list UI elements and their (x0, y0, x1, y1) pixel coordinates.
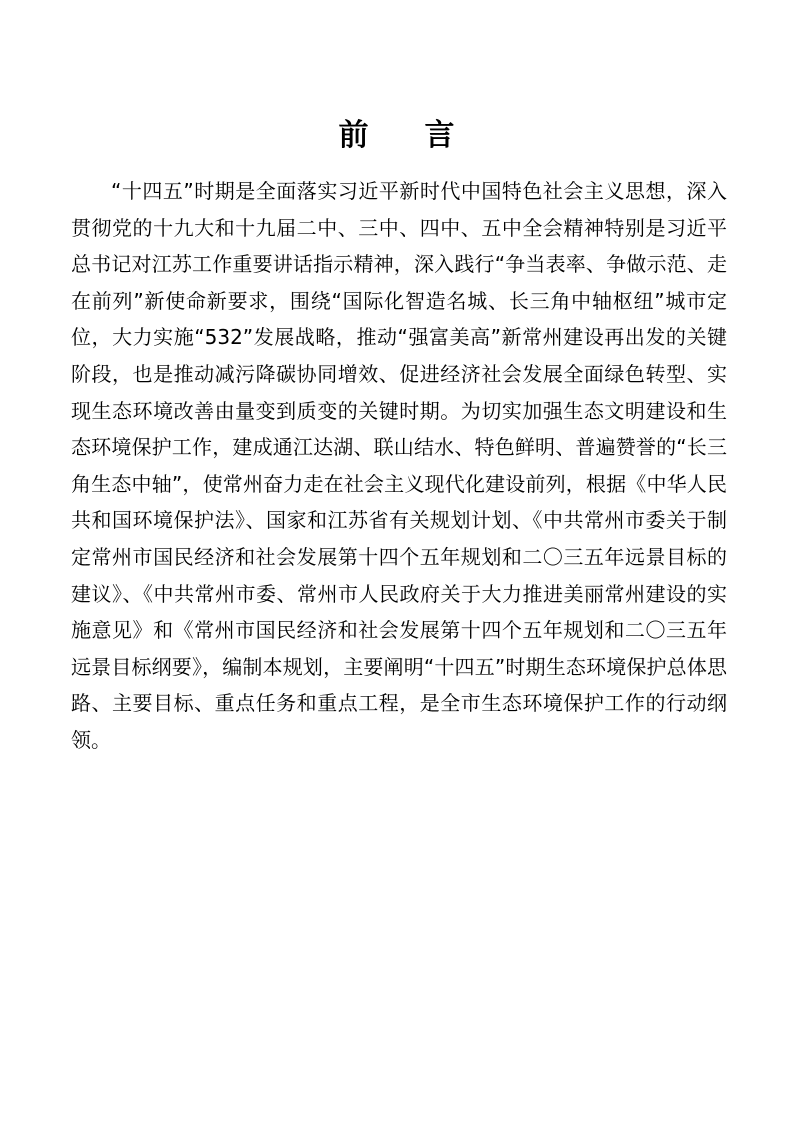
page-title: 前言 (338, 118, 511, 154)
preface-paragraph: “十四五”时期是全面落实习近平新时代中国特色社会主义思想，深入贯彻党的十九大和十九届二中、三中、四中、五中全会精神特别是习近平总书记对江苏工作重要讲话指示精神，深入践行“争当表率、争做示范、走在前列”新使命新要求，围绕“国际化智造名城、长三角中轴枢纽”城市定位，大力实施“532”发展战略，推动“强富美高”新常州建设再出发的关键阶段，也是推动减污降碳协同增效、促进经济社会发展全面绿色转型、实现生态环境改善由量变到质变的关键时期。为切实加强生态文明建设和生态环境保护工作，建成通江达湖、联山结水、特色鲜明、普遍赞誉的“长三角生态中轴”，使常州奋力走在社会主义现代化建设前列，根据《中华人民共和国环境保护法》、国家和江苏省有关规划计划、《中共常州市委关于制定常州市国民经济和社会发展第十四个五年规划和二〇三五年远景目标的建议》、《中共常州市委、常州市人民政府关于大力推进美丽常州建设的实施意见》和《常州市国民经济和社会发展第十四个五年规划和二〇三五年远景目标纲要》，编制本规划，主要阐明“十四五”时期生态环境保护总体思路、主要目标、重点任务和重点工程，是全市生态环境保护工作的行动纲领。 (71, 179, 727, 752)
